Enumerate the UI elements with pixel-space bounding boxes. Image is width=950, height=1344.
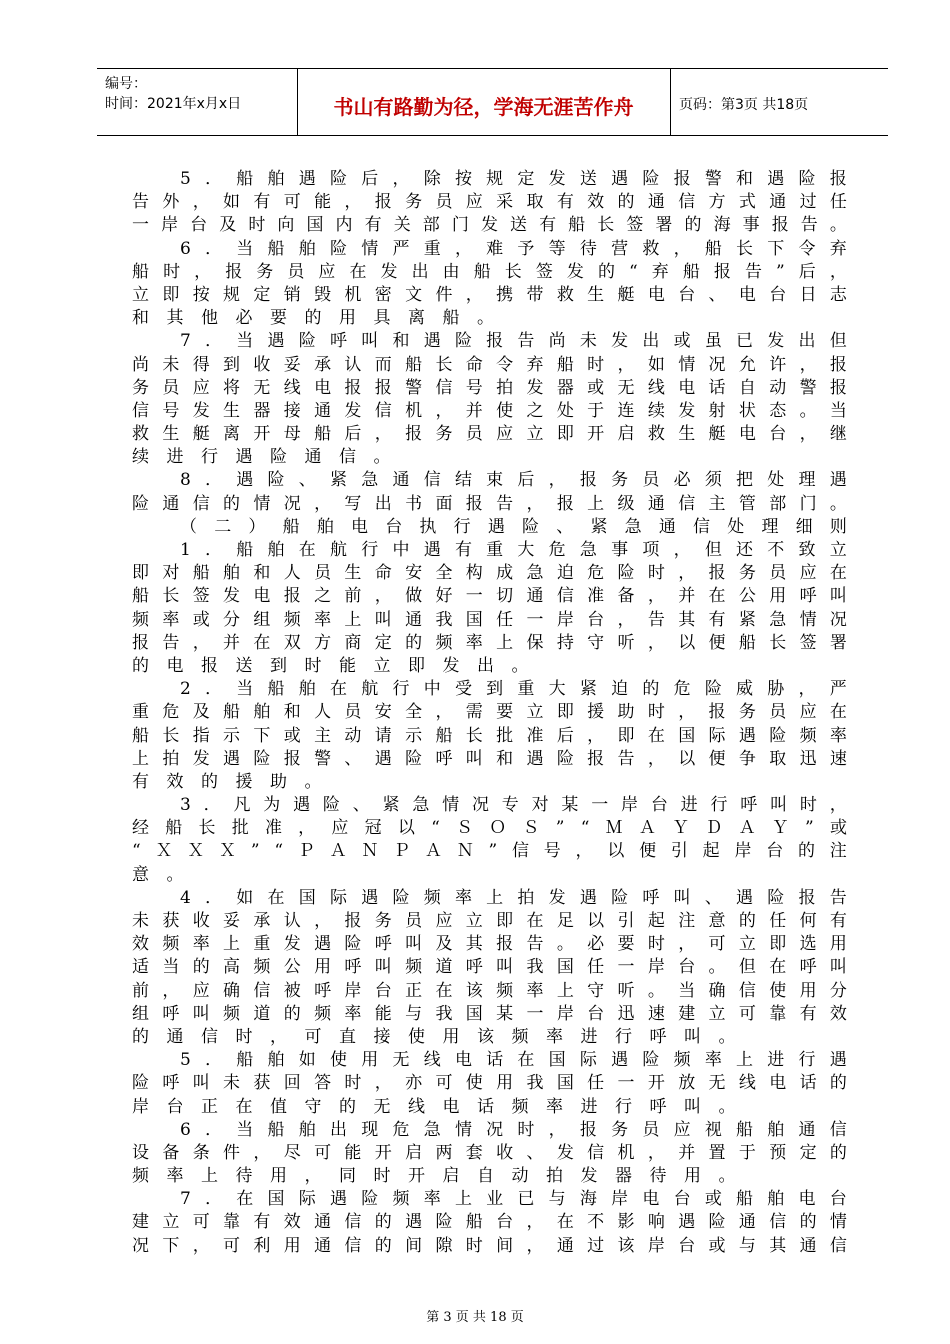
text-line: 有 效 的 援 助 。 — [132, 771, 322, 792]
text-line: 5 ． 船 舶 如 使 用 无 线 电 话 在 国 际 遇 险 频 率 上 进 行 遇 — [180, 1050, 847, 1071]
text-line: 险 呼 叫 未 获 回 答 时 ， 亦 可 使 用 我 国 任 一 开 放 无 线 电 话 的 — [132, 1073, 847, 1094]
text-line: 救 生 艇 离 开 母 船 后 ， 报 务 员 应 立 即 开 启 救 生 艇 电 台 ， 继 — [132, 424, 847, 445]
text-line: 效 频 率 上 重 发 遇 险 呼 叫 及 其 报 告 。 必 要 时 ， 可 立 即 选 用 — [132, 934, 847, 955]
text-line: 组 呼 叫 频 道 的 频 率 能 与 我 国 某 一 岸 台 迅 速 建 立 可 靠 有 效 — [132, 1003, 847, 1024]
text-line: 频 率 上 待 用 ， 同 时 开 启 自 动 拍 发 器 待 用 。 — [132, 1166, 736, 1187]
header-left-cell — [97, 69, 298, 135]
text-line: 信 号 发 生 器 接 通 发 信 机 ， 并 使 之 处 于 连 续 发 射 状 态 。 当 — [132, 400, 847, 421]
text-line: 尚 未 得 到 收 妥 承 认 而 船 长 命 令 弃 船 时 ， 如 情 况 允 许 ， 报 — [132, 354, 847, 375]
text-line: 报 告 ， 并 在 双 方 商 定 的 频 率 上 保 持 守 听 ， 以 便 船 长 签 署 — [132, 632, 847, 653]
text-line: 的 通 信 时 ， 可 直 接 使 用 该 频 率 进 行 呼 叫 。 — [132, 1026, 736, 1047]
header-page-number: 页码：第3页 共18页 — [679, 97, 809, 113]
header-motto: 书山有路勤为径，学海无涯苦作舟 — [333, 95, 634, 119]
text-line: 2 ． 当 船 舶 在 航 行 中 受 到 重 大 紧 迫 的 危 险 威 胁 ， 严 — [180, 679, 847, 700]
text-line: 船 时 ， 报 务 员 应 在 发 出 由 船 长 签 发 的 “ 弃 船 报 告 ” 后 ， — [132, 261, 847, 282]
text-line: 频 率 或 分 组 频 率 上 叫 通 我 国 任 一 岸 台 ， 告 其 有 紧 急 情 况 — [132, 609, 847, 630]
text-line: 3 ． 凡 为 遇 险 、 紧 急 情 况 专 对 某 一 岸 台 进 行 呼 叫 时 ， — [180, 795, 847, 816]
text-line: 一 岸 台 及 时 向 国 内 有 关 部 门 发 送 有 船 长 签 署 的 海 事 报 告 。 — [132, 215, 847, 236]
text-line: 经 船 长 批 准 ， 应 冠 以 “ Ｓ Ｏ Ｓ ” “ Ｍ Ａ Ｙ Ｄ Ａ Ｙ ” 或 — [132, 818, 847, 839]
text-line: 险 通 信 的 情 况 ， 写 出 书 面 报 告 ， 报 上 级 通 信 主 管 部 门 。 — [132, 493, 847, 514]
text-line: 6 ． 当 船 舶 险 情 严 重 ， 难 予 等 待 营 救 ， 船 长 下 令 弃 — [180, 238, 847, 259]
text-line: 上 拍 发 遇 险 报 警 、 遇 险 呼 叫 和 遇 险 报 告 ， 以 便 争 取 迅 速 — [132, 748, 847, 769]
text-line: 续 进 行 遇 险 通 信 。 — [132, 447, 391, 468]
text-line: 前 ， 应 确 信 被 呼 岸 台 正 在 该 频 率 上 守 听 。 当 确 信 使 用 分 — [132, 980, 847, 1001]
text-line: 的 电 报 送 到 时 能 立 即 发 出 。 — [132, 655, 529, 676]
text-line: 4 ． 如 在 国 际 遇 险 频 率 上 拍 发 遇 险 呼 叫 、 遇 险 报 告 — [180, 887, 847, 908]
text-line: 意 。 — [132, 864, 184, 885]
text-line: 6 ． 当 船 舶 出 现 危 急 情 况 时 ， 报 务 员 应 视 船 舶 通 信 — [180, 1119, 847, 1140]
text-line: 务 员 应 将 无 线 电 报 报 警 信 号 拍 发 器 或 无 线 电 话 自 动 警 报 — [132, 377, 847, 398]
header-right-cell — [671, 69, 888, 135]
text-line: 建 立 可 靠 有 效 通 信 的 遇 险 船 台 ， 在 不 影 响 遇 险 通 信 的 情 — [132, 1212, 847, 1233]
text-line: 1 ． 船 舶 在 航 行 中 遇 有 重 大 危 急 事 项 ， 但 还 不 致 立 — [180, 540, 847, 560]
page-header — [97, 68, 888, 136]
text-line: 岸 台 正 在 值 守 的 无 线 电 话 频 率 进 行 呼 叫 。 — [132, 1096, 736, 1117]
text-line: （ 二 ） 船 舶 电 台 执 行 遇 险 、 紧 急 通 信 处 理 细 则 — [180, 516, 847, 537]
document-time-label: 时间：2021年x月x日 — [105, 96, 242, 112]
document-body — [132, 168, 847, 1258]
text-line: 7 ． 在 国 际 遇 险 频 率 上 业 已 与 海 岸 电 台 或 船 舶 电 台 — [180, 1189, 847, 1210]
header-middle-cell — [297, 69, 671, 135]
text-line: 立 即 按 规 定 销 毁 机 密 文 件 ， 携 带 救 生 艇 电 台 、 电 台 日 志 — [132, 284, 847, 305]
text-line: 适 当 的 高 频 公 用 呼 叫 频 道 呼 叫 我 国 任 一 岸 台 。 但 在 呼 叫 — [132, 957, 847, 978]
text-line: 和 其 他 必 要 的 用 具 离 船 。 — [132, 308, 494, 329]
text-line: 重 危 及 船 舶 和 人 员 安 全 ， 需 要 立 即 援 助 时 ， 报 务 员 应 在 — [132, 702, 847, 723]
text-line: 即 对 船 舶 和 人 员 生 命 安 全 构 成 急 迫 危 险 时 ， 报 务 员 应 在 — [132, 563, 847, 584]
text-line: 设 备 条 件 ， 尽 可 能 开 启 两 套 收 、 发 信 机 ， 并 置 于 预 定 的 — [132, 1142, 847, 1163]
text-line: 未 获 收 妥 承 认 ， 报 务 员 应 立 即 在 足 以 引 起 注 意 的 任 何 有 — [132, 911, 847, 931]
text-line: 7 ． 当 遇 险 呼 叫 和 遇 险 报 告 尚 未 发 出 或 虽 已 发 出 但 — [180, 331, 847, 352]
document-number-label: 编号： — [105, 76, 147, 92]
text-line: 8 ． 遇 险 、 紧 急 通 信 结 束 后 ， 报 务 员 必 须 把 处 理 遇 — [180, 470, 847, 491]
page-footer: 第 3 页 共 18 页 — [426, 1310, 524, 1325]
text-line: 船 长 签 发 电 报 之 前 ， 做 好 一 切 通 信 准 备 ， 并 在 公 用 呼 叫 — [132, 586, 847, 607]
text-line: “ Ｘ Ｘ Ｘ ” “ Ｐ Ａ Ｎ Ｐ Ａ Ｎ ” 信 号 ， 以 便 引 起 岸 台 的 注 — [132, 841, 847, 862]
text-line: 5 ． 船 舶 遇 险 后 ， 除 按 规 定 发 送 遇 险 报 警 和 遇 险 报 — [180, 169, 847, 189]
text-line: 告 外 ， 如 有 可 能 ， 报 务 员 应 采 取 有 效 的 通 信 方 式 通 过 任 — [132, 192, 847, 213]
text-line: 船 长 指 示 下 或 主 动 请 示 船 长 批 准 后 ， 即 在 国 际 遇 险 频 率 — [132, 725, 847, 746]
text-line: 况 下 ， 可 利 用 通 信 的 间 隙 时 间 ， 通 过 该 岸 台 或 与 其 通 信 — [132, 1235, 847, 1256]
